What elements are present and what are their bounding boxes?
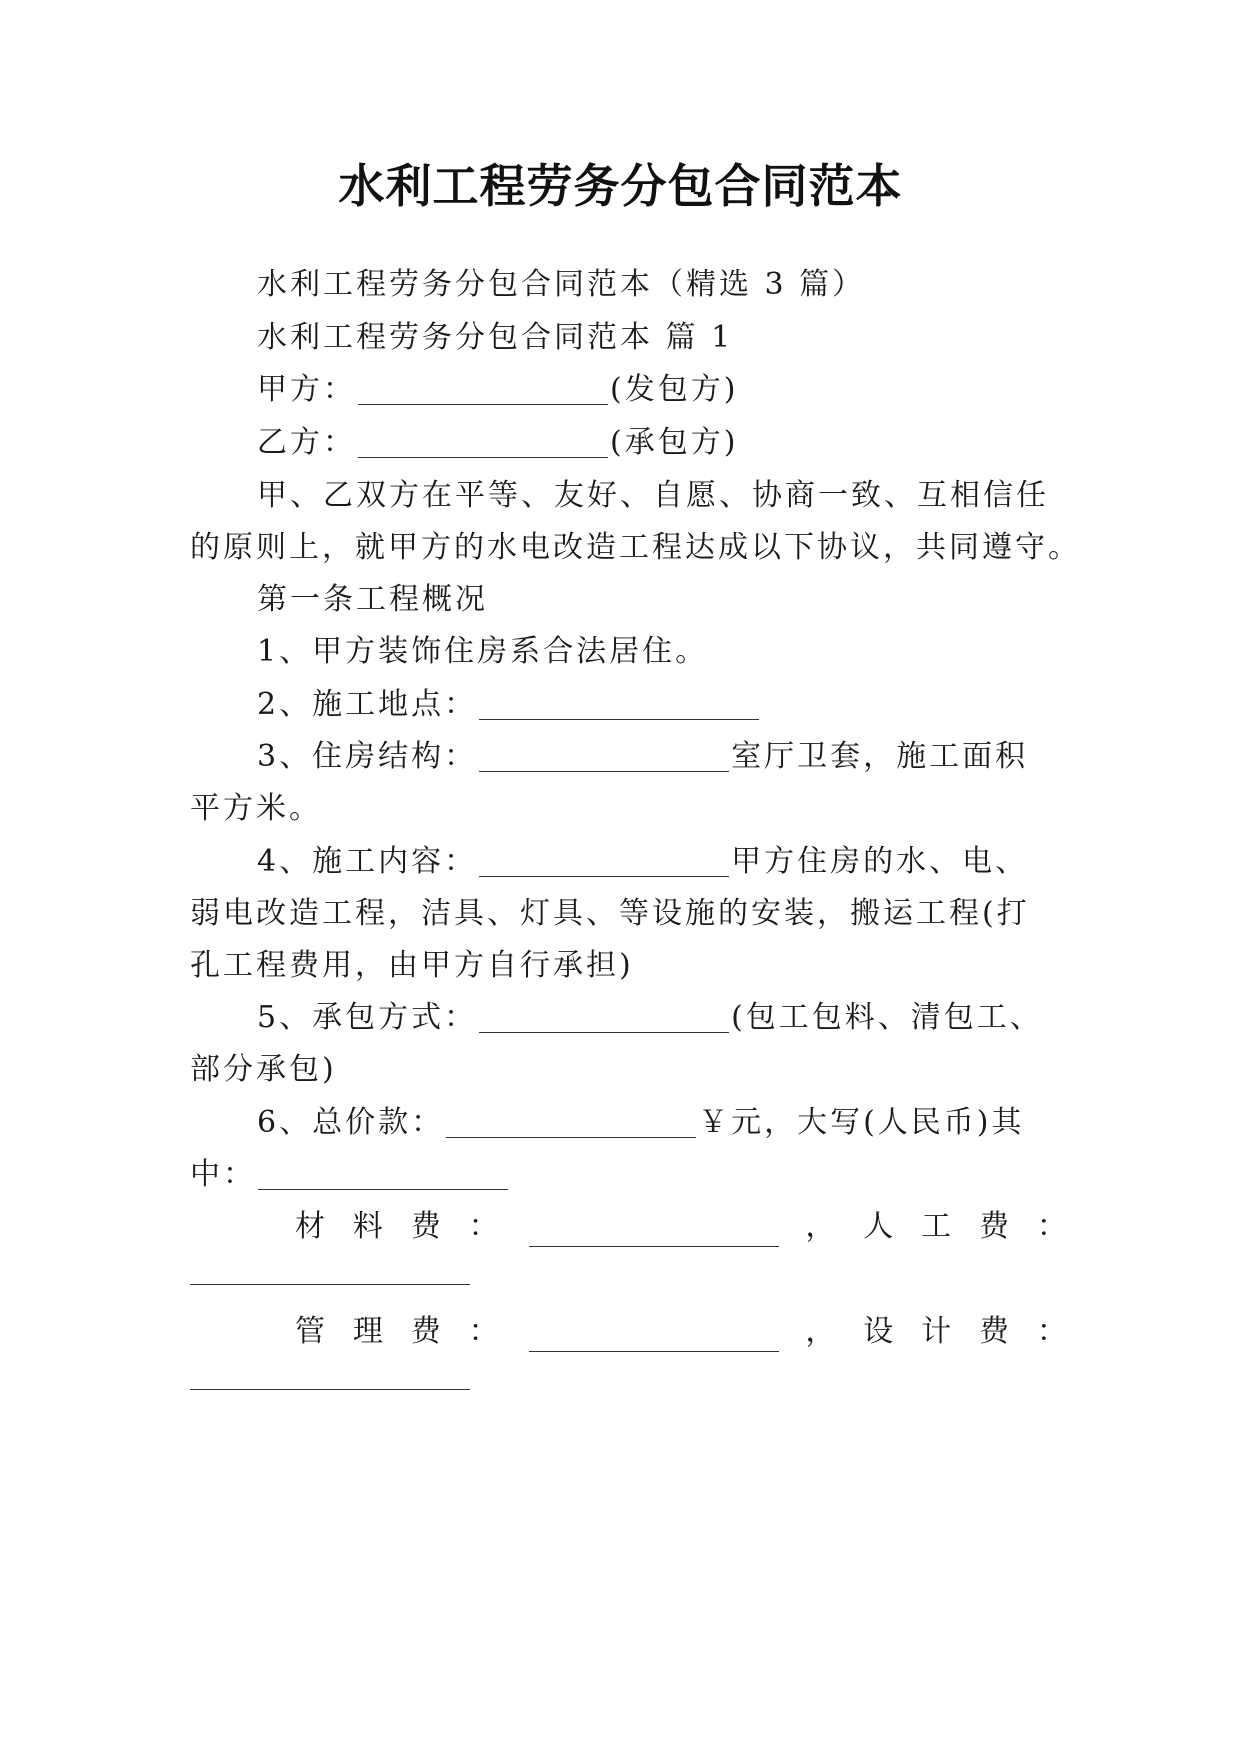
item-5 [190,998,1137,1038]
housing-structure-blank[interactable] [479,741,729,772]
construction-site-blank[interactable] [479,689,759,720]
labor-fee-char: ： [1036,1209,1070,1244]
party-a-label: 甲方： [257,372,356,407]
management-fee-blank[interactable] [529,1321,779,1352]
construction-content-blank[interactable] [479,846,729,877]
comma: ， [805,1314,839,1349]
item-2 [190,685,1137,725]
item-6 [190,1103,1137,1143]
labor-fee-char: 工 [921,1209,955,1244]
party-b-blank[interactable] [358,427,608,458]
item-5-label: 5、承包方式： [257,1000,478,1035]
design-fee-blank[interactable] [190,1387,470,1390]
material-fee-char: ： [468,1209,502,1244]
design-fee-char: 费 [979,1314,1012,1349]
item-5-suffix: (包工包料、清包工、 [731,1000,1043,1035]
party-b-line [190,423,1137,463]
design-fee-char: ： [1036,1314,1070,1349]
preamble-line-2: 的原则上，就甲方的水电改造工程达成以下协议，共同遵守。 [190,530,1081,565]
comma: ， [805,1209,839,1244]
party-a-blank[interactable] [358,374,608,405]
document-title: 水利工程劳务分包合同范本 [338,159,903,213]
labor-fee-char: 费 [979,1209,1012,1244]
item-5-line-2: 部分承包) [190,1052,337,1087]
labor-fee-blank[interactable] [190,1282,470,1285]
party-a-suffix: (发包方) [610,372,739,407]
item-4-line-2: 弱电改造工程，洁具、灯具、等设施的安装，搬运工程(打 [190,896,1030,931]
amount-in-words-blank[interactable] [258,1159,508,1190]
item-4-suffix: 甲方住房的水、电、 [731,844,1029,879]
management-fee-char: 理 [352,1314,386,1349]
item-4 [190,842,1137,882]
item-3-label: 3、住房结构： [257,739,478,774]
item-3-line-2: 平方米。 [190,791,322,826]
material-fee-char: 材 [295,1209,328,1244]
design-fee-char: 计 [921,1314,955,1349]
preamble-line-1: 甲、乙双方在平等、友好、自愿、协商一致、互相信任 [257,478,1049,513]
party-a-line [190,370,1137,410]
section-heading: 水利工程劳务分包合同范本 篇 1 [257,320,734,355]
document-subtitle: 水利工程劳务分包合同范本（精选 3 篇） [257,267,866,302]
party-b-suffix: (承包方) [610,425,739,460]
item-6-line-2 [190,1155,1070,1195]
item-6-suffix: ￥元，大写(人民币)其 [698,1105,1025,1140]
management-fee-char: 费 [410,1314,444,1349]
item-1: 1、甲方装饰住房系合法居住。 [257,634,709,669]
fee-row-2 [190,1312,1070,1352]
item-3-suffix: 室厅卫套，施工面积 [731,739,1029,774]
material-fee-char: 料 [352,1209,386,1244]
party-b-label: 乙方： [257,425,356,460]
item-4-line-3: 孔工程费用，由甲方自行承担) [190,948,634,983]
item-4-label: 4、施工内容： [257,844,478,879]
material-fee-char: 费 [410,1209,444,1244]
material-fee-blank[interactable] [529,1216,779,1247]
management-fee-char: 管 [295,1314,328,1349]
design-fee-char: 设 [863,1314,897,1349]
management-fee-char: ： [468,1314,502,1349]
contract-method-blank[interactable] [479,1002,729,1033]
article-1-heading: 第一条工程概况 [257,582,488,617]
labor-fee-char: 人 [863,1209,897,1244]
total-price-blank[interactable] [446,1107,696,1138]
item-2-label: 2、施工地点： [257,687,478,722]
item-3 [190,737,1137,777]
fee-row-1 [190,1207,1070,1247]
item-6-line-2-label: 中： [190,1157,256,1192]
item-6-label: 6、总价款： [257,1105,445,1140]
